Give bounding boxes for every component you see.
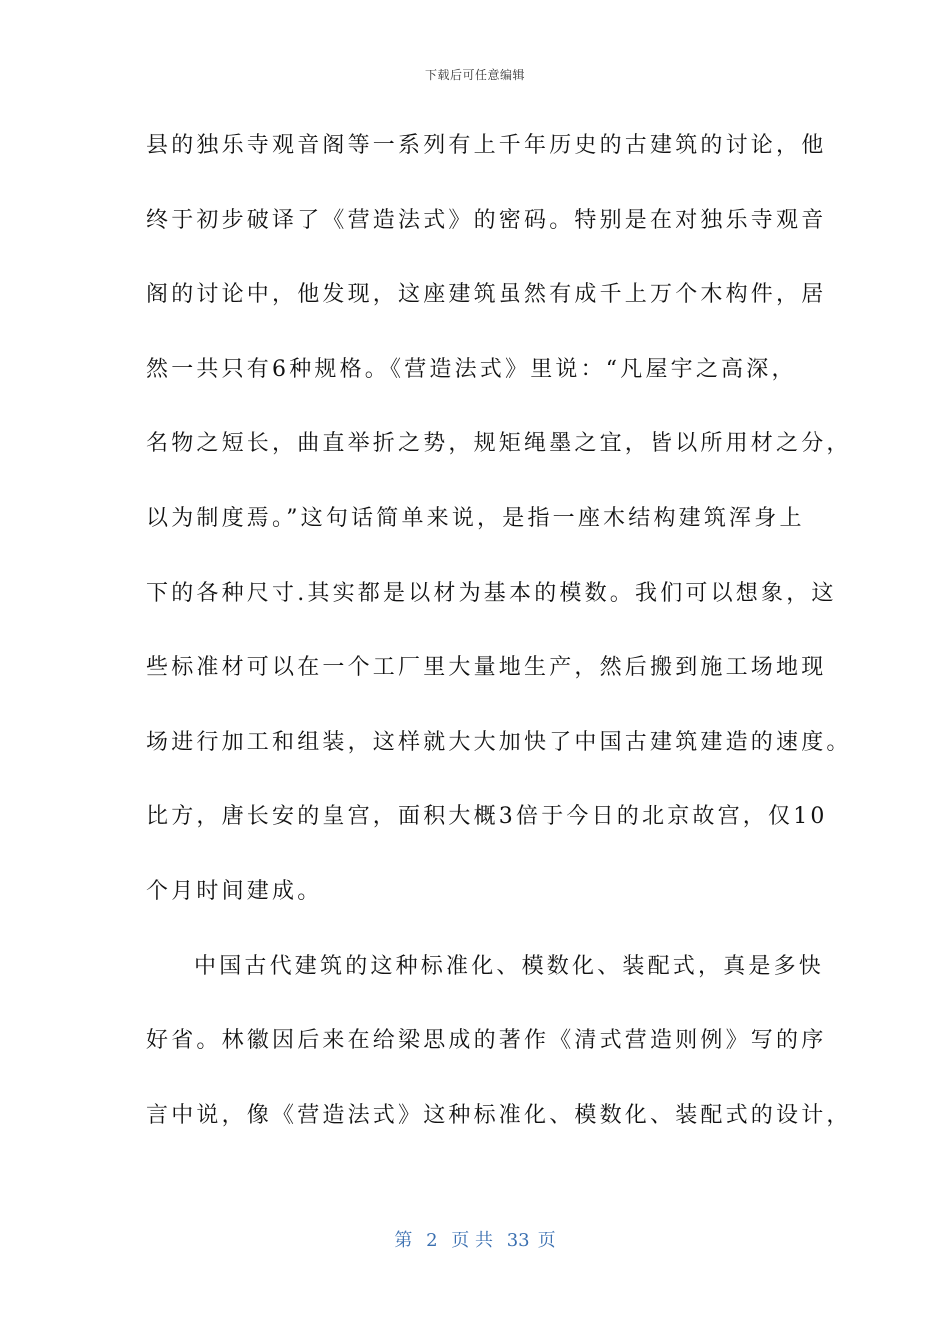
text-line: 然一共只有6种规格。《营造法式》里说：“凡屋宇之高深， (146, 356, 797, 382)
current-page-number: 2 (426, 1230, 438, 1251)
text-line: 阁的讨论中，他发现，这座建筑虽然有成千上万个木构件，居 (146, 282, 827, 308)
page-header: 下载后可任意编辑 (424, 68, 525, 82)
text-line: 场进行加工和组装，这样就大大加快了中国古建筑建造的速度。 (146, 729, 852, 755)
text-line: 以为制度焉。”这句话简单来说，是指一座木结构建筑浑身上 (146, 505, 805, 531)
footer-prefix: 第 (394, 1230, 413, 1251)
text-line: 比方，唐长安的皇宫，面积大概3倍于今日的北京故宫，仅10 (146, 804, 828, 830)
footer-suffix: 页 (537, 1230, 556, 1251)
text-line: 些标准材可以在一个工厂里大量地生产，然后搬到施工场地现 (146, 655, 827, 681)
document-body (146, 124, 852, 1168)
text-line: 个月时间建成。 (146, 878, 323, 904)
footer-middle: 页 共 (451, 1230, 493, 1251)
page-number-footer (0, 1226, 950, 1252)
text-line: 县的独乐寺观音阁等一系列有上千年历史的古建筑的讨论，他 (146, 133, 827, 158)
text-line: 终于初步破译了《营造法式》的密码。特别是在对独乐寺观音 (146, 207, 827, 233)
text-line: 好省。林徽因后来在给梁思成的著作《清式营造则例》写的序 (146, 1028, 827, 1054)
text-line: 言中说，像《营造法式》这种标准化、模数化、装配式的设计， (146, 1102, 852, 1128)
paragraph-first-line: 中国古代建筑的这种标准化、模数化、装配式，真是多快 (194, 953, 825, 979)
text-line: 下的各种尺寸.其实都是以材为基本的模数。我们可以想象，这 (146, 580, 837, 606)
text-line: 名物之短长，曲直举折之势，规矩绳墨之宜，皆以所用材之分， (146, 431, 852, 457)
total-page-count: 33 (506, 1230, 530, 1251)
